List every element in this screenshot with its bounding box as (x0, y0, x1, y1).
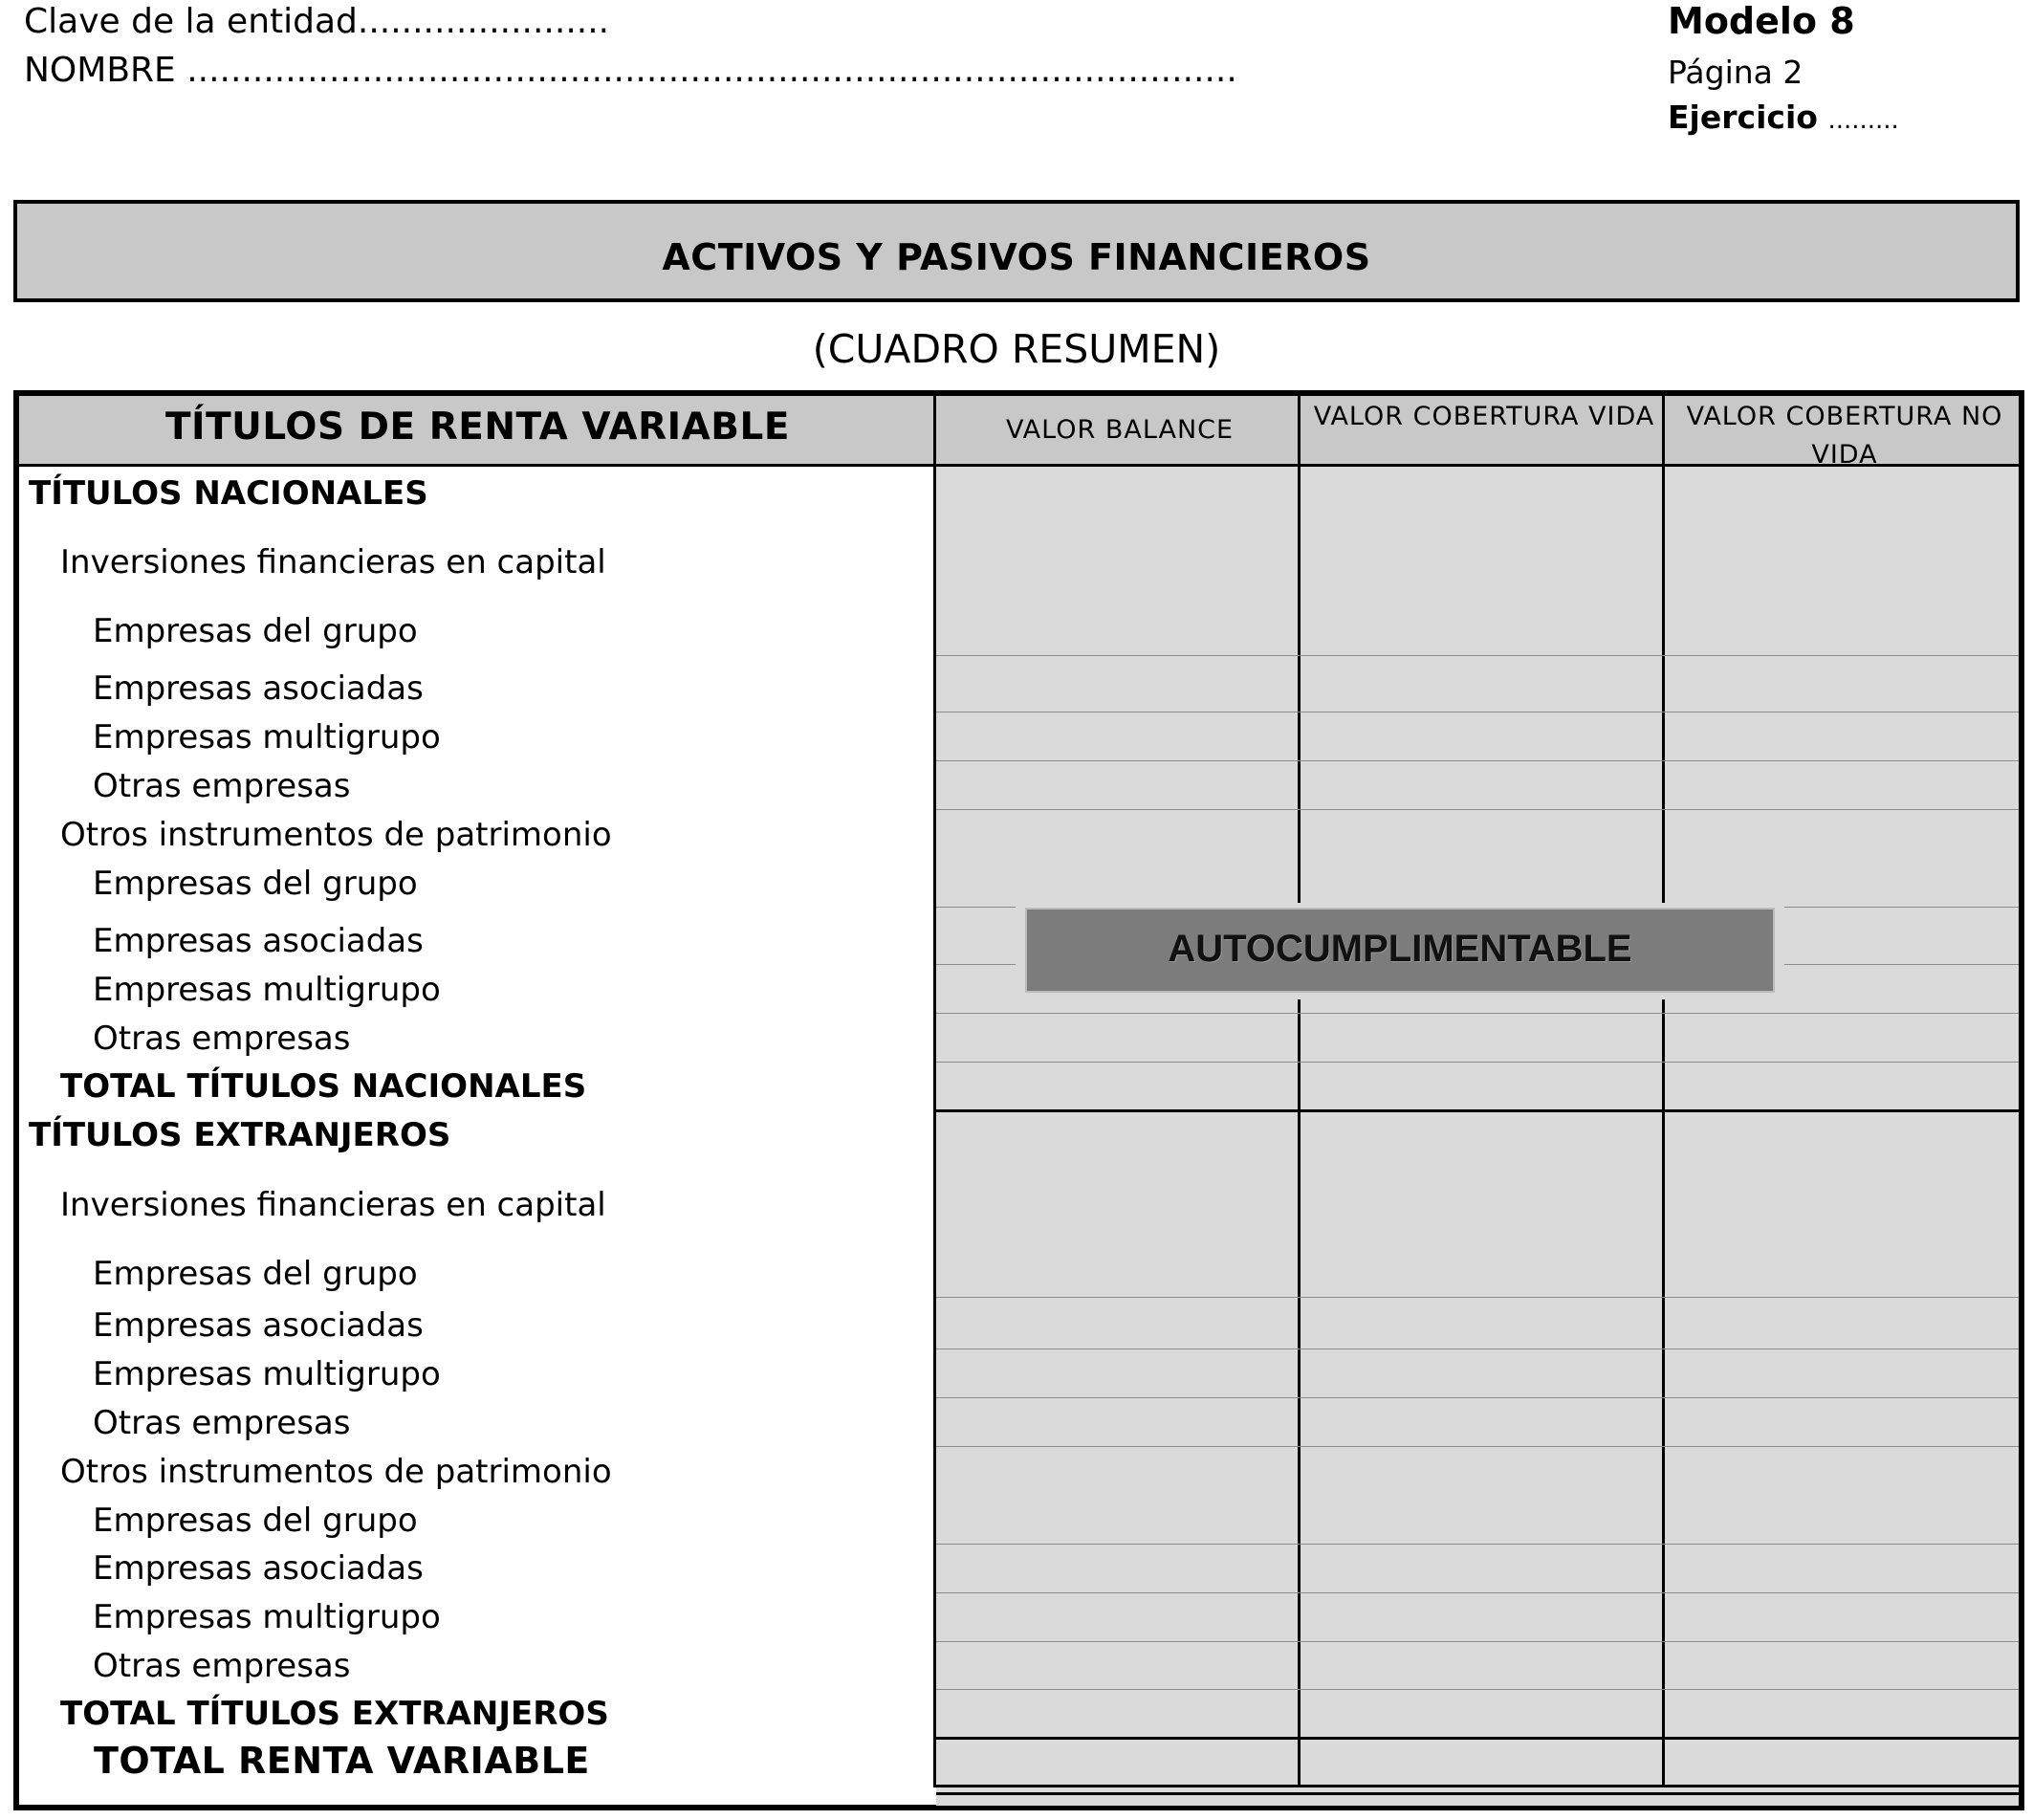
row-label-group-companies: Empresas del grupo (93, 865, 418, 903)
row-divider (936, 1397, 2019, 1398)
column-header-life: VALOR COBERTURA VIDA (1313, 402, 1655, 431)
autofill-badge: AUTOCUMPLIMENTABLE (1025, 908, 1775, 993)
exercise-field (1668, 99, 1899, 136)
row-label-group-companies: Empresas del grupo (93, 612, 418, 650)
section-divider (936, 1737, 2019, 1740)
page-subtitle: (CUADRO RESUMEN) (812, 326, 1221, 372)
row-label-total-foreign: TOTAL TÍTULOS EXTRANJEROS (60, 1695, 609, 1733)
row-label-other-companies: Otras empresas (93, 1647, 351, 1685)
exercise-label: Ejercicio (1668, 99, 1818, 136)
column-divider (1298, 396, 1301, 1787)
row-divider (936, 760, 2019, 761)
entity-key-label: Clave de la entidad....................... (24, 2, 610, 41)
row-label-other-companies: Otras empresas (93, 1020, 351, 1058)
row-label-total-variable-income: TOTAL RENTA VARIABLE (94, 1740, 590, 1782)
name-label: NOMBRE ................................................................................................ (24, 51, 1237, 90)
row-divider (936, 1297, 2019, 1298)
row-label-equity-investments: Inversiones financieras en capital (60, 1186, 606, 1224)
row-divider (936, 655, 2019, 656)
row-label-other-companies: Otras empresas (93, 767, 351, 805)
row-divider (936, 1446, 2019, 1447)
page-number: Página 2 (1668, 54, 1803, 91)
row-label-foreign-securities: TÍTULOS EXTRANJEROS (29, 1116, 451, 1154)
column-header-nonlife: VALOR COBERTURA NO VIDA (1686, 402, 2003, 465)
page-title: ACTIVOS Y PASIVOS FINANCIEROS (662, 236, 1371, 278)
row-divider (936, 1544, 2019, 1545)
row-divider (936, 809, 2019, 810)
section-divider (936, 1792, 2019, 1795)
row-label-associated-companies: Empresas asociadas (93, 1549, 424, 1588)
column-divider (1662, 396, 1665, 1787)
row-label-other-equity-instruments: Otros instrumentos de patrimonio (60, 816, 612, 854)
row-label-multigroup-companies: Empresas multigrupo (93, 718, 441, 757)
row-label-group-companies: Empresas del grupo (93, 1255, 418, 1293)
row-label-associated-companies: Empresas asociadas (93, 669, 424, 708)
row-label-equity-investments: Inversiones financieras en capital (60, 543, 606, 581)
row-divider (936, 712, 2019, 713)
row-divider (936, 1641, 2019, 1642)
row-label-associated-companies: Empresas asociadas (93, 922, 424, 960)
row-divider (936, 1689, 2019, 1690)
row-label-multigroup-companies: Empresas multigrupo (93, 1355, 441, 1393)
model-number: Modelo 8 (1668, 0, 1855, 42)
row-label-total-national: TOTAL TÍTULOS NACIONALES (60, 1067, 587, 1106)
exercise-dots: ......... (1827, 106, 1899, 135)
column-divider (933, 396, 936, 1787)
row-divider (936, 1062, 2019, 1063)
row-label-multigroup-companies: Empresas multigrupo (93, 1598, 441, 1636)
row-divider (936, 1592, 2019, 1593)
row-label-other-equity-instruments: Otros instrumentos de patrimonio (60, 1453, 612, 1491)
row-divider (936, 1013, 2019, 1014)
section-divider (936, 1785, 2019, 1787)
row-label-multigroup-companies: Empresas multigrupo (93, 971, 441, 1009)
section-header: TÍTULOS DE RENTA VARIABLE (164, 406, 791, 449)
row-label-national-securities: TÍTULOS NACIONALES (29, 474, 428, 513)
title-banner (13, 200, 2020, 302)
column-header-balance: VALOR BALANCE (1005, 415, 1235, 445)
autofill-area (936, 467, 2019, 1806)
summary-table (13, 390, 2024, 1810)
row-label-group-companies: Empresas del grupo (93, 1502, 418, 1540)
row-label-associated-companies: Empresas asociadas (93, 1306, 424, 1345)
row-label-other-companies: Otras empresas (93, 1404, 351, 1442)
section-divider (936, 1109, 2019, 1112)
